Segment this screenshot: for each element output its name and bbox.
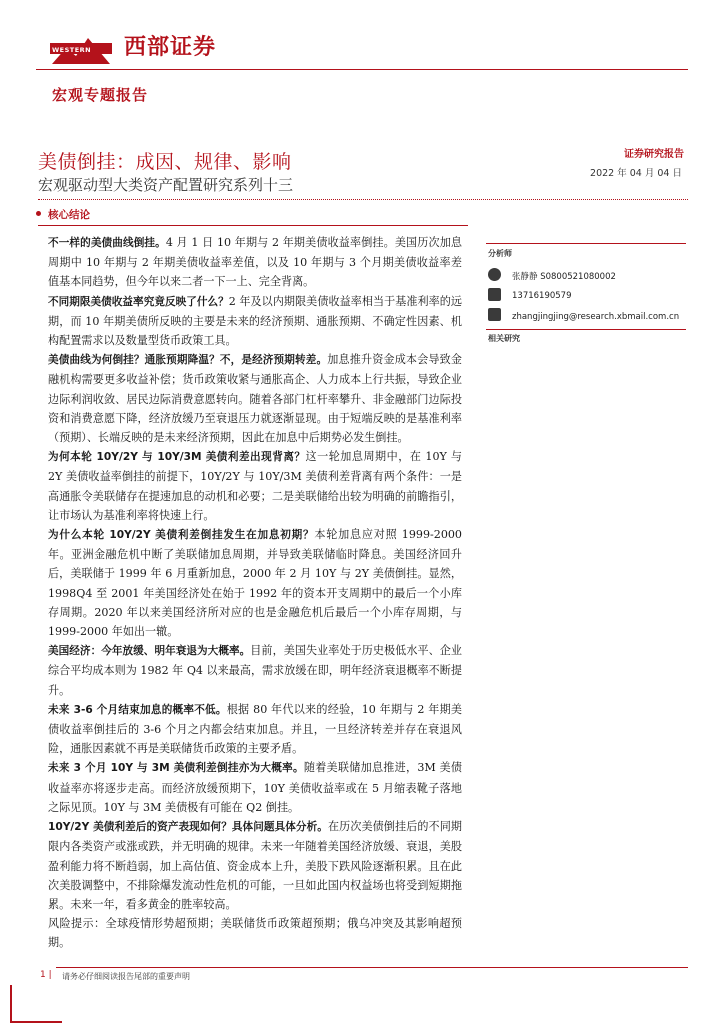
paragraph-lead: 不一样的美债曲线倒挂。 xyxy=(48,237,166,249)
paragraph-lead: 为何本轮 10Y/2Y 与 10Y/3M 美债利差出现背离？ xyxy=(48,451,306,464)
paragraph-text: 4 月 1 日 10 年期与 2 年期美债收益率倒挂。美国历次加息周期中 10 年期与 2 年期美债收益率差值，以及 10 年期与 3 个月期美债收益率差值基本同趋势，但今年以来二者一下一上、完全背离。 xyxy=(48,236,462,289)
paragraph-text: 随着美联储加息推进，3M 美债收益率亦将逐步走高。而经济放缓预期下，10Y 美债收益率或在 5 月缩表靴子落地之际见顶。10Y 与 3M 美债极有可能在 Q2 倒挂。 xyxy=(48,761,462,814)
section-heading: 核心结论 xyxy=(48,209,90,221)
paragraph xyxy=(48,641,462,700)
brand-name: 西部证券 xyxy=(124,35,217,60)
paragraph xyxy=(48,447,462,525)
page-subtitle: 宏观驱动型大类资产配置研究系列十三 xyxy=(38,176,294,194)
paragraph xyxy=(48,700,462,759)
related-research-heading: 相关研究 xyxy=(488,334,520,343)
analyst-heading: 分析师 xyxy=(488,249,512,258)
paragraph-text: 这一轮加息周期中，在 10Y 与 2Y 美债收益率倒挂的前提下，10Y/2Y 与 10Y/3M 美债利差背离有两个条件：一是高通胀令美联储存在提速加息的动机和必要；二是美联储给出较为明确的前瞻指引，让市场认为基准利率将快速上行。 xyxy=(48,450,462,522)
phone-icon xyxy=(488,288,501,301)
paragraph-text: 目前，美国失业率处于历史极低水平、企业综合平均成本则为 1982 年 Q4 以来最高，需求放缓在即，明年经济衰退概率不断提升。 xyxy=(48,644,462,697)
logo-text: WESTERN xyxy=(52,46,92,54)
sidebar-divider xyxy=(486,243,686,244)
paragraph-text: 加息推升资金成本会导致金融机构需要更多收益补偿；货币政策收紧与通胀高企、人力成本上行共振，导致企业边际利润收敛、居民边际消费意愿转向。随着各部门杠杆率攀升、非金融部门边际投资和消费意愿下降，经济放缓乃至衰退压力就逐渐显现。由于短端反映的是基准利率（预期）、长端反映的是未来经济预期，因此在加息中后期势必发生倒挂。 xyxy=(48,353,462,445)
paragraph-text: 根据 80 年代以来的经验，10 年期与 2 年期美债收益率倒挂后的 3-6 个月之内都会结束加息。并且，一旦经济转差并存在衰退风险，通胀因素就不再是美联储货币政策的主要矛盾。 xyxy=(48,702,462,756)
page-title: 美债倒挂：成因、规律、影响 xyxy=(38,151,292,173)
header-divider xyxy=(36,69,688,70)
paragraph xyxy=(48,817,462,914)
paragraph-text: 本轮加息应对照 1999-2000 年。亚洲金融危机中断了美联储加息周期，并导致美联储临时降息。美国经济回升后，美联储于 1999 年 6 月重新加息，2000 年 2 月 10Y 与 2Y 美债倒挂。显然，1998Q4 至 2001 年美国经济处在始于 1992 年的资本开支周期中的最后一个小库存周期。2020 年以来美国经济所对应的也是金融危机后最后一个小库存周期，与 1999-2000 年如出一辙。 xyxy=(48,528,462,639)
paragraph xyxy=(48,758,462,817)
section-divider xyxy=(38,225,468,226)
paragraph-lead: 未来 3-6 个月结束加息的概率不低。 xyxy=(48,703,227,716)
paragraph xyxy=(48,292,462,351)
analyst-name: 张静静 S0800521080002 xyxy=(512,272,616,282)
analyst-phone: 13716190579 xyxy=(512,291,572,301)
paragraph xyxy=(48,525,462,641)
sidebar-divider xyxy=(486,329,686,330)
corner-mark xyxy=(10,985,12,1023)
report-type: 宏观专题报告 xyxy=(52,86,149,104)
analyst-email[interactable]: zhangjingjing@research.xbmail.com.cn xyxy=(512,312,680,322)
dotted-divider xyxy=(38,199,688,200)
footer-disclaimer: 请务必仔细阅读报告尾部的重要声明 xyxy=(62,972,190,981)
paragraph-lead: 美债曲线为何倒挂？通胀预期降温？不，是经济预期转差。 xyxy=(48,354,328,367)
bullet-icon xyxy=(36,211,41,216)
paragraph-text: 在历次美债倒挂后的不同期限内各类资产或涨或跌，并无明确的规律。未来一年随着美国经济放缓、衰退，美股盈利能力将不断趋弱，加上高估值、资金成本上升，美股下跌风险逐渐积累。且在此次美股调整中，不排除爆发流动性危机的可能，一旦如此国内权益场也将受到短期拖累。未来一年，看多黄金的胜率较高。 xyxy=(48,820,462,911)
risk-warning xyxy=(48,914,462,952)
paragraph-text: 风险提示：全球疫情形势超预期；美联储货币政策超预期；俄乌冲突及其影响超预期。 xyxy=(48,917,462,950)
report-date: 2022 年 04 月 04 日 xyxy=(590,168,682,179)
person-icon xyxy=(488,268,501,281)
paragraph-lead: 不同期限美债收益率究竟反映了什么？ xyxy=(48,295,229,308)
paragraph-lead: 为什么本轮 10Y/2Y 美债利差倒挂发生在加息初期？ xyxy=(48,529,315,542)
paragraph xyxy=(48,233,462,292)
paragraph-lead: 美国经济：今年放缓、明年衰退为大概率。 xyxy=(48,645,251,658)
corner-mark xyxy=(10,1021,62,1023)
footer-divider xyxy=(56,967,688,968)
paragraph-lead: 10Y/2Y 美债利差后的资产表现如何？具体问题具体分析。 xyxy=(48,821,328,834)
report-category: 证券研究报告 xyxy=(624,149,684,160)
core-conclusions xyxy=(48,233,462,953)
paragraph-lead: 未来 3 个月 10Y 与 3M 美债利差倒挂亦为大概率。 xyxy=(48,762,304,775)
paragraph xyxy=(48,350,462,447)
page-number: 1 | xyxy=(40,970,52,980)
paragraph-text: 2 年及以内期限美债收益率相当于基准利率的远期，而 10 年期美债所反映的主要是未来的经济预期、通胀预期、不确定性因素、机构配置需求以及数量型货币政策工具。 xyxy=(48,294,463,348)
email-icon xyxy=(488,308,501,321)
